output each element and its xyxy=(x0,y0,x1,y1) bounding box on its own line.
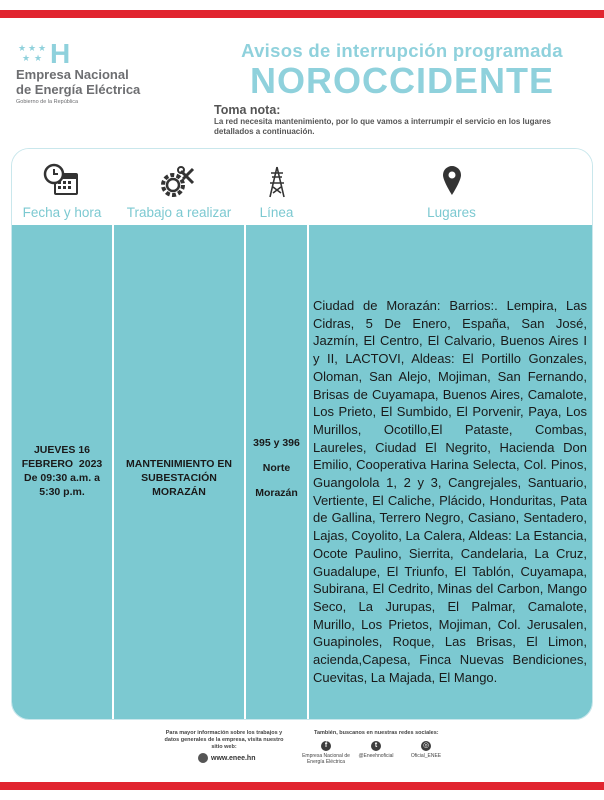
column-trabajo xyxy=(114,149,244,720)
social-label: Oficial_ENEE xyxy=(410,753,442,759)
social-twitter[interactable] xyxy=(352,741,400,759)
social-label: @Eneehnoficial xyxy=(358,753,394,759)
column-body xyxy=(309,225,593,720)
column-body xyxy=(12,225,112,720)
logo-mark xyxy=(16,38,156,69)
column-body xyxy=(246,225,307,720)
website-label: www.enee.hn xyxy=(211,754,256,762)
column-body xyxy=(114,225,244,720)
social-label: Empresa Nacional de xyxy=(302,753,350,759)
fecha-line: De 09:30 a.m. a xyxy=(24,472,100,484)
fecha-line: FEBRERO 2023 xyxy=(21,458,103,470)
trabajo-cell xyxy=(114,457,244,499)
linea-line: 395 y 396 xyxy=(253,437,300,449)
calendar-clock-icon xyxy=(12,163,112,203)
note-text: La red necesita mantenimiento, por lo que vamos a interrumpir el servicio en los lugares detallados a continuación. xyxy=(214,117,551,136)
top-red-band xyxy=(0,10,604,18)
column-header-trabajo xyxy=(114,149,244,225)
brand-government: Gobierno de la República xyxy=(16,99,79,105)
lugares-cell: Ciudad de Morazán: Barrios:. Lempira, Las Cidras, 5 De Enero, España, San José, Jazmín, El Centro, El Calvario, Buenos Aires I y II, LACTOVI, Aldeas: El Portillo Gonzales, Oloman, San Alejo, Mojiman, San Fernando, Brisas de Cuyamapa, Buenos Aires, Camalote, Los Prieto, El Sumbido, El Porvenir, Paya, Los Murillos, Ocotillo,El Pataste, Combas, Laureles, Ciudad El Negrito, Hacienda Don Emilio, Cooperativa Harina Selecta, Col. Pinos, Guangolola 1, 2 y 3, Cangrejales, Santuario, Vertiente, El Caliche, Plácido, Honduritas, Pata de Gallina, Terrero Negro, Casiano, Sentadero, Lajas, Coyolito, La Calera, Aldeas: La Estancia, Ocote Paulino, Sierrita, Candelaria, La Cruz, Guadalupe, El Triunfo, El Tablón, Cuyamapa, Subirana, El Cedrito, Minas del Carbon, Mango Seco, La Jurupas, El Palmar, Camalote, Murillo, Los Prietos, Mojiman, Col. Jerusalen, Guapinoles, Roque, Las Brisas, El Limon, acienda,Capesa, Finca Nuevas Bendiciones, Cuevitas, La Majada, El Mango. xyxy=(313,298,587,685)
column-label: Lugares xyxy=(427,205,476,220)
power-tower-icon xyxy=(246,163,307,203)
column-fecha xyxy=(12,149,112,720)
brand-name-line2: de Energía Eléctrica xyxy=(16,82,141,97)
column-linea xyxy=(246,149,307,720)
note-heading: Toma nota: xyxy=(214,103,281,117)
column-header-lugares xyxy=(309,149,593,225)
social-label: Energía Eléctrica xyxy=(306,759,346,765)
logo-letter: H xyxy=(50,38,71,69)
region-title: NOROCCIDENTE xyxy=(249,60,554,101)
map-pin-icon xyxy=(309,163,593,203)
linea-line: Norte xyxy=(262,462,291,474)
trabajo-line: SUBESTACIÓN MORAZÁN xyxy=(141,472,217,498)
website-link[interactable] xyxy=(198,753,255,763)
bottom-red-band xyxy=(0,782,604,790)
page-title: Avisos de interrupción programada xyxy=(241,40,563,61)
trabajo-line: MANTENIMIENTO EN xyxy=(126,458,232,470)
footer-info-text: Para mayor información sobre los trabajos y datos generales de la empresa, visita nuestro sitio web: xyxy=(164,730,284,750)
brand-name-line1: Empresa Nacional xyxy=(16,67,129,82)
social-links xyxy=(302,741,452,771)
column-lugares xyxy=(309,149,593,720)
linea-cell xyxy=(246,436,307,511)
enee-logo xyxy=(16,40,156,105)
logo-stars-icon: ★ ★ ★ ★ ★ xyxy=(18,43,47,63)
fecha-line: JUEVES 16 xyxy=(33,444,91,456)
column-header-fecha xyxy=(12,149,112,225)
instagram-icon: ◎ xyxy=(422,742,430,749)
outage-table xyxy=(11,148,593,720)
social-facebook[interactable] xyxy=(302,741,350,765)
column-header-linea xyxy=(246,149,307,225)
column-label: Línea xyxy=(259,205,294,220)
column-label: Trabajo a realizar xyxy=(126,205,232,220)
social-heading: También, buscanos en nuestras redes sociales: xyxy=(314,730,439,736)
column-label: Fecha y hora xyxy=(22,205,102,220)
fecha-line: 5:30 p.m. xyxy=(39,486,85,498)
social-instagram[interactable] xyxy=(402,741,450,759)
gear-tools-icon xyxy=(114,163,244,203)
twitter-icon: t xyxy=(371,741,381,751)
globe-icon xyxy=(198,753,208,763)
facebook-icon: f xyxy=(321,741,331,751)
fecha-cell xyxy=(12,443,112,499)
linea-line: Morazán xyxy=(255,487,298,499)
